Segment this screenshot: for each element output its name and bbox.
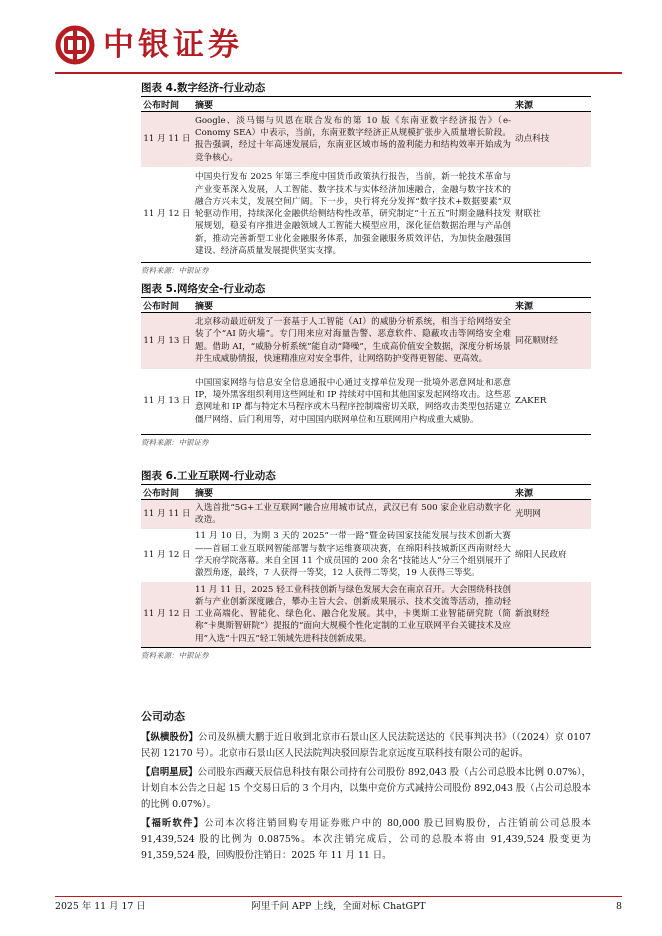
row-date: 11 月 12 日 — [141, 582, 193, 648]
table-row — [141, 167, 591, 263]
company-news-text: 公司本次将注销回购专用证券账户中的 80,000 股已回购股份，占注销前公司总股本 91,439,524 股的比例为 0.0875%。本次注销完成后，公司的总股本将由 91,439,524 股变更为 91,359,524 股，回购股份注销日：2025 年 11 月 11 日。 — [141, 818, 591, 861]
row-date: 11 月 13 日 — [141, 313, 193, 369]
row-source: 绵阳人民政府 — [515, 549, 567, 560]
footer-rule — [55, 896, 622, 897]
news-table — [141, 97, 591, 263]
row-date: 11 月 11 日 — [141, 112, 193, 167]
news-table — [141, 298, 591, 435]
table-cyber-security — [141, 281, 591, 448]
col-header-summary: 摘要 — [193, 298, 513, 313]
news-table — [141, 485, 591, 648]
col-header-date: 公布时间 — [141, 485, 193, 500]
table-row — [141, 500, 591, 529]
company-news-text: 公司股东西藏天辰信息科技有限公司持有公司股份 892,043 股（占公司总股本比例 0.07%），计划自本公告之日起 15 个交易日后的 3 个月内，以集中竞价方式减持公司股份 892,043 股（占公司总股本的比例 0.07%）。 — [141, 767, 591, 810]
brand-logo — [55, 24, 243, 66]
brand-name: 中银证券 — [103, 27, 243, 63]
row-date: 11 月 12 日 — [143, 209, 191, 220]
col-header-source: 来源 — [513, 298, 591, 313]
company-news-item — [141, 765, 591, 813]
table-header-row — [141, 97, 591, 112]
table-row — [141, 112, 591, 167]
col-header-date: 公布时间 — [141, 298, 193, 313]
section-title: 公司动态 — [141, 710, 185, 723]
table-header-row — [141, 298, 591, 313]
row-summary: 中国央行发布 2025 年第三季度中国货币政策执行报告，当前，新一轮技术革命与产业变革深入发展，人工智能、数字技术与实体经济加速融合，金融与数字技术的融合方兴未艾，发展空间广阔。下一步，央行将充分发挥“数字技术+数据要素”双轮驱动作用，持续深化金融供给侧结构性改革，研究制定“十五五”时期金融科技发展规划，稳妥有序推进金融领域人工智能大模型应用，深化征信数据治理与产品创新，推动完善新型工业化金融服务体系，加强金融服务质效评估，为加快金融强国建设、经济高质量发展提供坚实支撑。 — [195, 172, 511, 256]
table-row — [141, 313, 591, 369]
source-note: 资料来源：中银证券 — [141, 651, 209, 660]
row-date: 11 月 11 日 — [141, 500, 193, 529]
row-summary: 北京移动最近研发了一套基于人工智能（AI）的威胁分析系统，相当于给网络安全装了个“AI 防火墙”。专门用来应对海量告警、恶意软件、隐蔽攻击等网络安全难题。借助 AI，“威胁分析系统”能自动“降噪”，生成高价值安全数据，深度分析场景并生成威胁情报，快速精准应对安全事件，让网络防护变得更智能、更高效。 — [193, 313, 513, 369]
row-date: 11 月 13 日 — [143, 396, 191, 407]
bank-of-china-logo-icon — [55, 25, 95, 65]
table-row — [141, 369, 591, 435]
col-header-source: 来源 — [513, 97, 591, 112]
row-summary: 中国国家网络与信息安全信息通报中心通过支撑单位发现一批境外恶意网址和恶意 IP，境外黑客组织利用这些网址和 IP 持续对中国和其他国家发起网络攻击。这些恶意网址和 IP 都与特定木马程序或木马程序控制端密切关联，网络攻击类型包括建立僵尸网络、后门利用等，对中国国内联网单位和互联网用户构成重大威胁。 — [195, 377, 512, 425]
col-header-date: 公布时间 — [141, 97, 193, 112]
row-source: 财联社 — [515, 209, 541, 220]
table-title: 图表 4.数字经济-行业动态 — [141, 80, 591, 97]
footer-date: 2025 年 11 月 17 日 — [55, 901, 146, 912]
row-summary: 11 月 10 日，为期 3 天的 2025“一带一路”暨金砖国家技能发展与技术创新大赛——首届工业互联网智能部署与数字运维赛项决赛，在绵阳科技城新区西南财经大学天府学院落幕。来自全国 11 个成员国的 200 余名“技能达人”分三个组别展开了激烈角逐，最终，7 人获得一等奖，12 人获得二等奖，19 人获得三等奖。 — [195, 531, 511, 579]
col-header-summary: 摘要 — [193, 485, 513, 500]
table-row — [141, 529, 591, 582]
company-news-section — [141, 708, 591, 867]
row-summary: 11 月 11 日，2025 轻工业科技创新与绿色发展大会在南京召开。大会围绕科技创新与产业创新深度融合，攀办主旨大会、创新成果展示、技术交流等活动，推动轻工业高端化、智能化、绿色化、融合化发展。其中，卡奥斯工业智能研究院（简称“卡奥斯智研院”）提报的“面向大规模个性化定制的工业互联网平台关键技术及应用”入选“十四五”轻工领域先进科技创新成果。 — [193, 582, 513, 648]
row-source: 光明网 — [513, 500, 591, 529]
row-source: ZAKER — [515, 396, 547, 407]
row-source: 动点科技 — [513, 112, 591, 167]
company-news-text: 公司及纵横大鹏于近日收到北京市石景山区人民法院送达的《民事判决书》（（2024）京 0107 民初 12170 号）。北京市石景山区人民法院判决驳回原告北京远度互联科技有限公司的起诉。 — [141, 732, 591, 759]
row-summary: Google、淡马锡与贝恩在联合发布的第 10 版《东南亚数字经济报告》（e-Conomy SEA）中表示，当前，东南亚数字经济正从规模扩张步入质量增长阶段。报告强调，经过十年高速发展后，东南亚区域市场的盈利能力和结构效率开始成为竞争核心。 — [193, 112, 513, 167]
footer-report-title: 阿里千问 APP 上线，全面对标 ChatGPT — [251, 901, 426, 912]
company-tag: 【纵横股份】 — [141, 732, 198, 743]
company-tag: 【启明星辰】 — [141, 767, 198, 778]
col-header-summary: 摘要 — [193, 97, 513, 112]
header-rule — [55, 72, 622, 74]
source-note: 资料来源：中银证券 — [141, 266, 209, 275]
col-header-source: 来源 — [513, 485, 591, 500]
page-number: 8 — [616, 901, 622, 912]
row-date: 11 月 12 日 — [143, 549, 191, 560]
page-footer — [55, 900, 622, 914]
table-digital-economy — [141, 80, 591, 276]
row-source: 同花顺财经 — [513, 313, 591, 369]
company-news-item — [141, 816, 591, 864]
source-note: 资料来源：中银证券 — [141, 438, 209, 447]
table-industrial-internet — [141, 468, 591, 661]
row-summary: 入选首批“5G+工业互联网”融合应用城市试点，武汉已有 500 家企业启动数字化改造。 — [193, 500, 513, 529]
company-news-item — [141, 730, 591, 762]
company-tag: 【福昕软件】 — [141, 818, 205, 829]
row-source: 新浪财经 — [513, 582, 591, 648]
table-row — [141, 582, 591, 648]
table-title: 图表 5.网络安全-行业动态 — [141, 281, 591, 298]
table-header-row — [141, 485, 591, 500]
table-title: 图表 6.工业互联网-行业动态 — [141, 468, 591, 485]
